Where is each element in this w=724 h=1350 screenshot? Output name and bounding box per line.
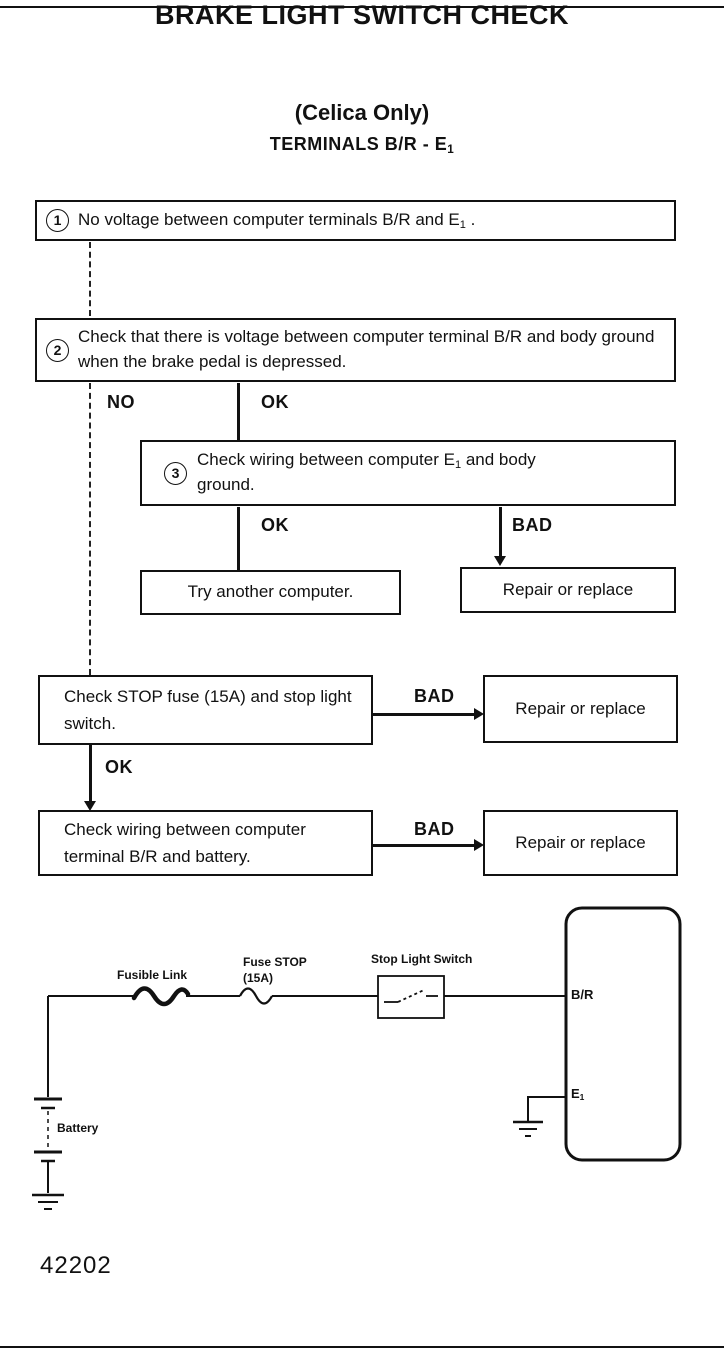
connector-ok-step3-try (237, 507, 240, 570)
step3-text-sub: 1 (454, 459, 462, 472)
connector-step1-step2-dashed (89, 242, 91, 316)
page-title: BRAKE LIGHT SWITCH CHECK (155, 0, 569, 30)
figure-code: 42202 (40, 1252, 112, 1279)
fuse-stop-rating-label: (15A) (243, 971, 274, 985)
flow-box-try-computer (140, 570, 401, 615)
fusible-link-symbol (134, 988, 188, 1004)
stop-light-switch-symbol (378, 976, 444, 1018)
step3-text-post: and body ground. (197, 450, 536, 495)
branch-label-ok-1: OK (261, 392, 289, 412)
step3-text (197, 448, 589, 497)
try-computer-text: Try another computer. (187, 582, 354, 602)
check-wiring-battery-text: Check wiring between computer terminal B/R and battery. (64, 819, 306, 866)
terminal-e1-sub: 1 (579, 1092, 585, 1103)
branch-label-ok-2: OK (261, 515, 289, 535)
step1-text (78, 208, 487, 233)
connector-bad-step3-repair (499, 507, 502, 557)
fuse-stop-label: Fuse STOP (243, 955, 307, 969)
step1-text-post: . (465, 210, 476, 230)
connector-bad-fuse-repair (373, 713, 476, 716)
branch-label-bad-1: BAD (512, 515, 553, 535)
ground-symbol-e1 (513, 1122, 543, 1136)
repair-text-2: Repair or replace (515, 698, 646, 718)
step1-text-main: No voltage between computer terminals B/R and E (78, 210, 460, 230)
arrowhead-down-repair1 (494, 556, 506, 566)
terminal-br-label: B/R (571, 987, 594, 1002)
computer-box (566, 908, 680, 1160)
flow-box-step3 (140, 440, 676, 506)
connector-no-path-dashed (89, 383, 91, 675)
flow-box-check-wiring-battery (38, 810, 373, 876)
flow-box-repair-3 (483, 810, 678, 876)
step2-text: Check that there is voltage between computer terminal B/R and body ground when the brake pedal is depressed. (78, 327, 655, 371)
step3-number-badge: 3 (164, 462, 187, 485)
branch-label-ok-3: OK (105, 757, 133, 777)
stop-light-switch-label: Stop Light Switch (371, 952, 473, 966)
terminals-heading-text: TERMINALS B/R - E (269, 134, 448, 154)
flow-box-repair-1 (460, 567, 676, 613)
battery-label: Battery (57, 1121, 99, 1135)
check-stop-fuse-text: Check STOP fuse (15A) and stop light switch. (64, 686, 352, 733)
connector-ok-step2-step3 (237, 383, 240, 440)
connector-ok-fuse-wiring (89, 745, 92, 802)
repair-text-1: Repair or replace (502, 579, 634, 599)
connector-bad-wiring-repair (373, 844, 476, 847)
terminal-e1-label (571, 1086, 584, 1102)
branch-label-bad-3: BAD (414, 819, 455, 839)
bottom-rule (0, 1346, 724, 1348)
page-subtitle: (Celica Only) (294, 100, 430, 125)
step3-text-main: Check wiring between computer E (197, 450, 455, 470)
terminal-e1-main: E (571, 1086, 580, 1101)
e1-wire (528, 1097, 566, 1122)
flow-box-repair-2 (483, 675, 678, 743)
ground-symbol-battery (32, 1195, 64, 1209)
step1-number-badge: 1 (46, 209, 69, 232)
branch-label-bad-2: BAD (414, 686, 455, 706)
repair-text-3: Repair or replace (515, 832, 646, 852)
terminals-heading-sub: 1 (447, 142, 455, 156)
flow-box-step2 (35, 318, 676, 382)
step1-text-sub: 1 (459, 218, 466, 231)
step2-number-badge: 2 (46, 339, 69, 362)
branch-label-no: NO (107, 392, 135, 412)
battery-symbol (34, 996, 62, 1193)
terminals-heading (0, 134, 724, 156)
circuit-diagram (0, 900, 724, 1240)
fusible-link-label: Fusible Link (117, 968, 188, 982)
flow-box-step1 (35, 200, 676, 241)
flow-box-check-stop-fuse (38, 675, 373, 745)
fuse-symbol (240, 989, 272, 1004)
